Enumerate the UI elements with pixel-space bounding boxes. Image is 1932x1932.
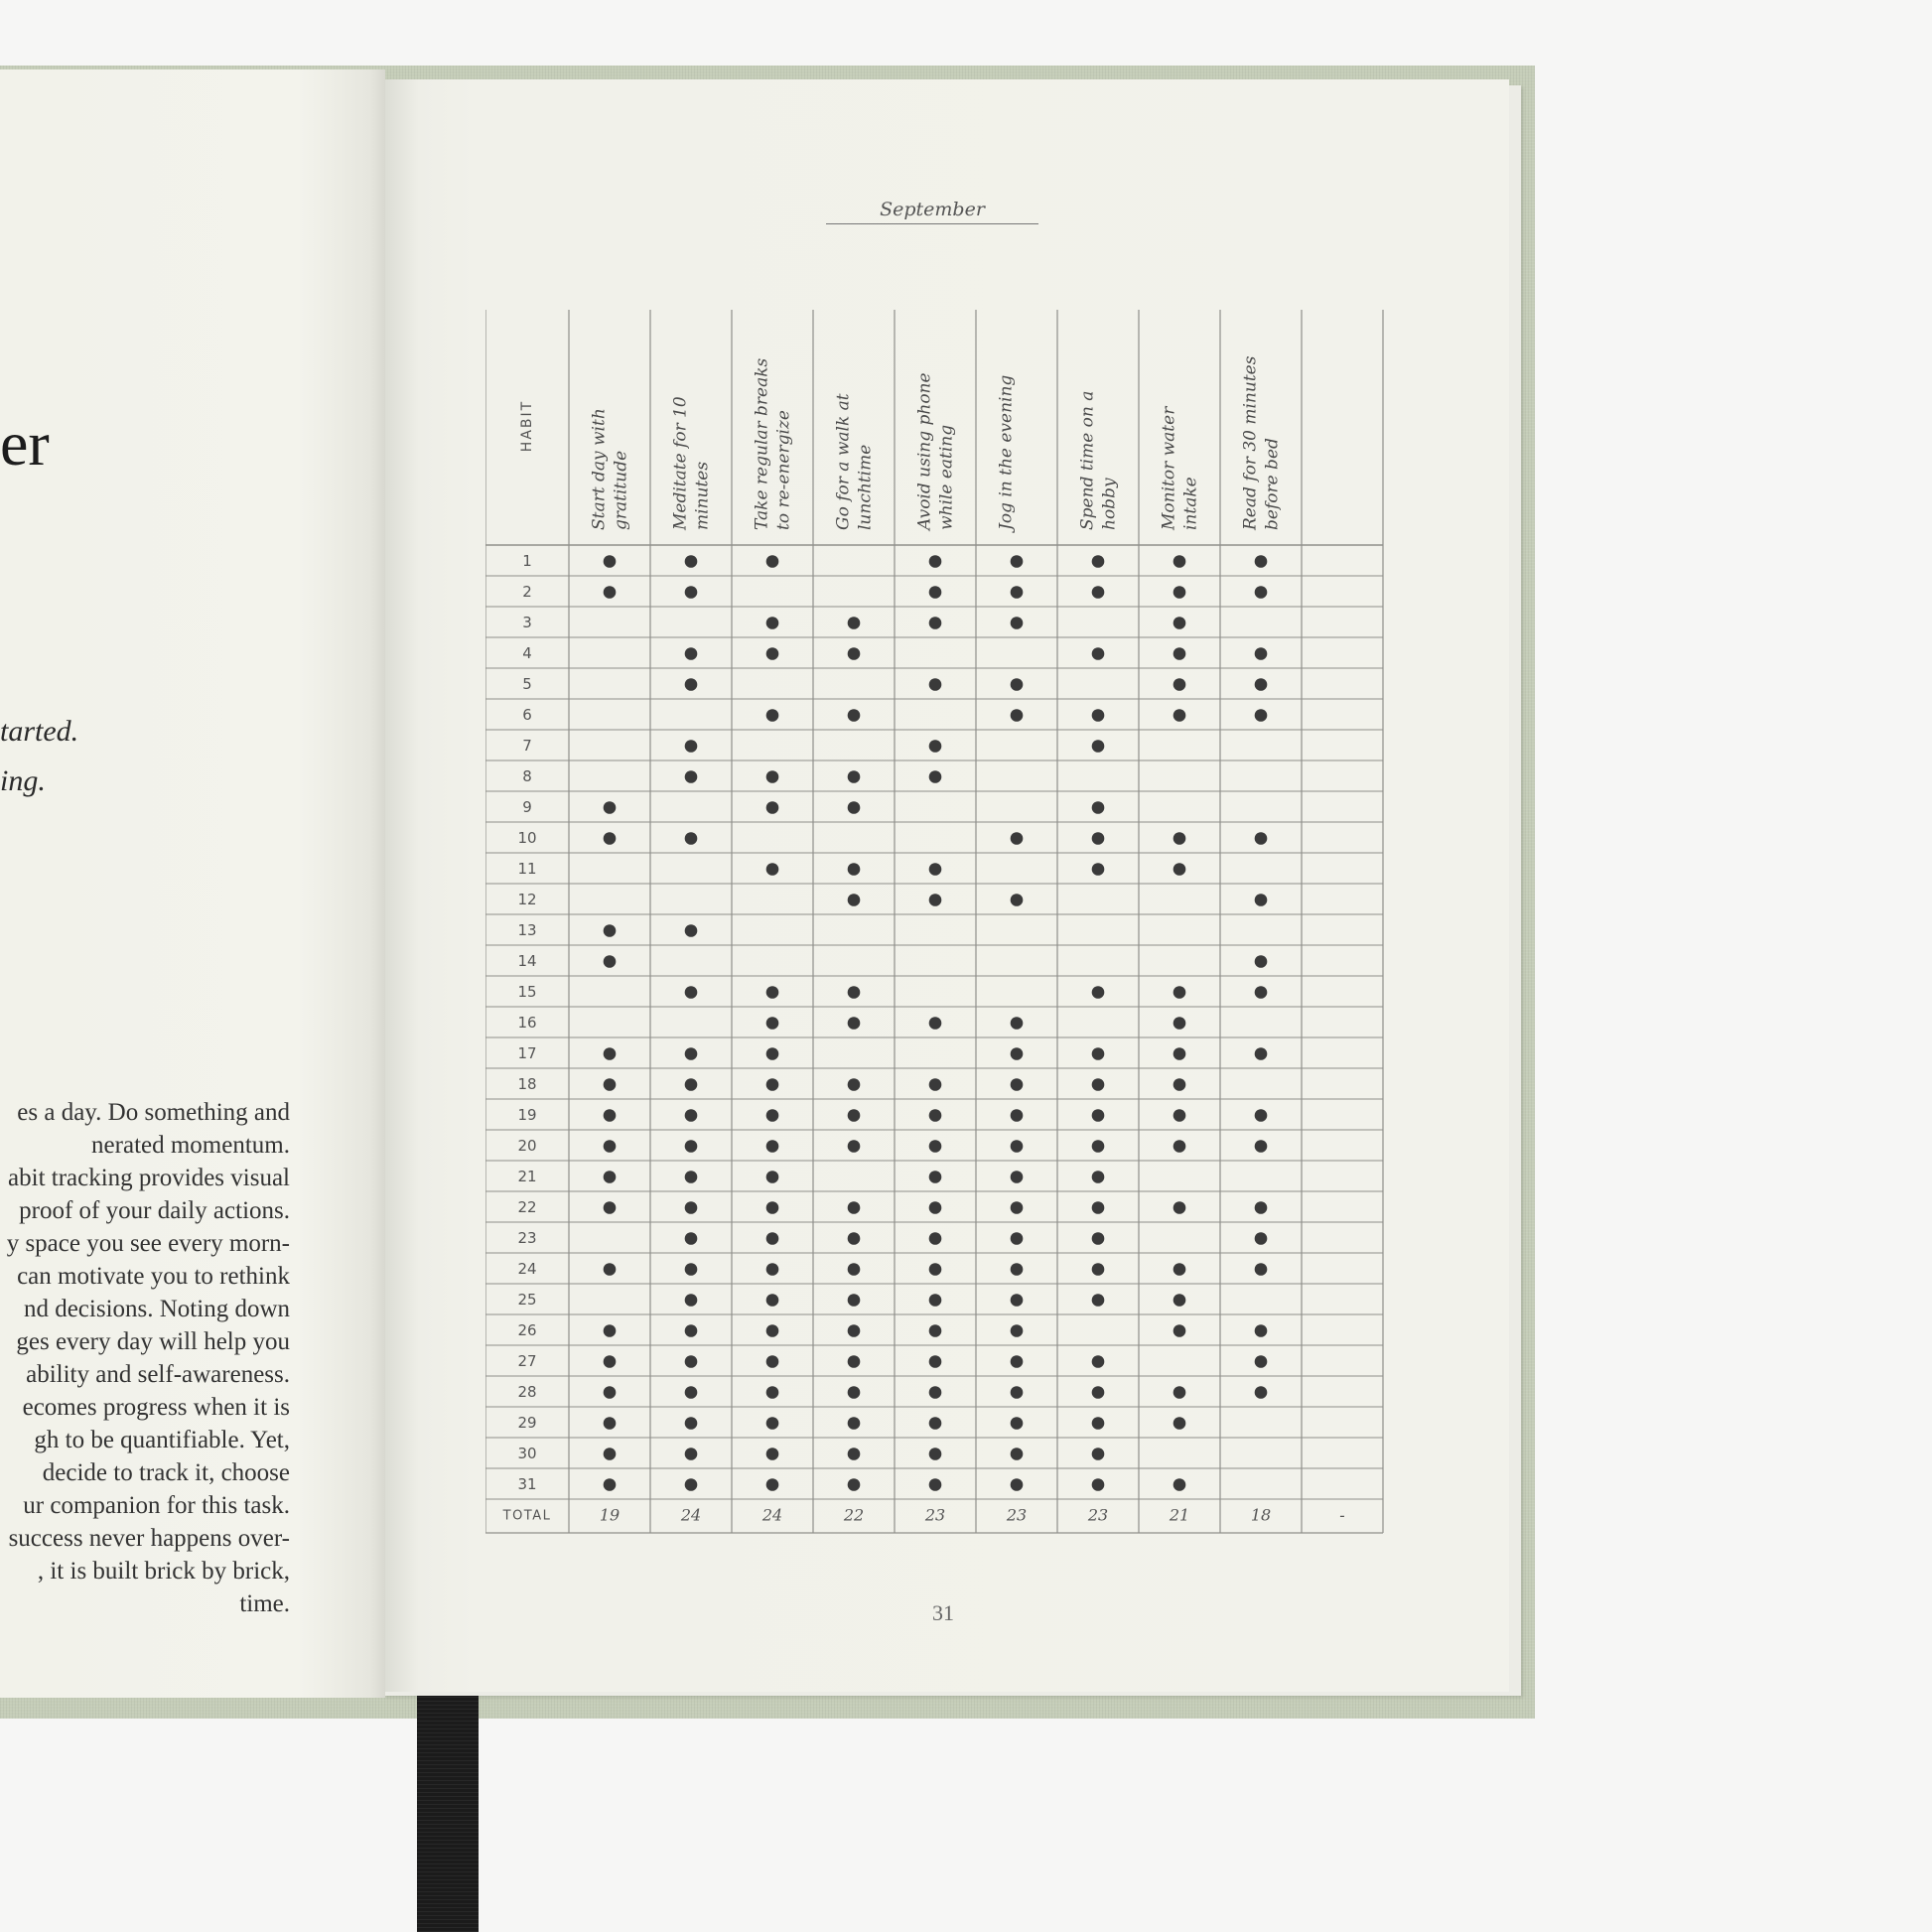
habit-check-dot bbox=[1173, 617, 1186, 629]
habit-check-dot bbox=[1011, 1047, 1024, 1060]
habit-check-dot bbox=[685, 1078, 698, 1091]
habit-check-dot bbox=[1255, 709, 1268, 722]
body-line: gh to be quantifiable. Yet, bbox=[34, 1427, 290, 1453]
habit-check-dot bbox=[766, 1324, 779, 1337]
day-number: 11 bbox=[517, 860, 537, 878]
habit-check-dot bbox=[929, 740, 942, 753]
habit-check-dot bbox=[766, 1478, 779, 1491]
habit-check-dot bbox=[766, 1109, 779, 1122]
day-number: 4 bbox=[522, 644, 532, 662]
habit-check-dot bbox=[1092, 1171, 1105, 1183]
habit-check-dot bbox=[685, 1417, 698, 1430]
italic-line: tarted. bbox=[0, 715, 79, 748]
habit-check-dot bbox=[1173, 1263, 1186, 1276]
habit-check-dot bbox=[766, 1417, 779, 1430]
body-line: nd decisions. Noting down bbox=[23, 1296, 290, 1322]
day-number: 23 bbox=[517, 1229, 537, 1247]
habit-check-dot bbox=[1011, 1448, 1024, 1460]
habit-name-line: Avoid using phone bbox=[914, 372, 935, 530]
habit-check-dot bbox=[929, 1417, 942, 1430]
habit-check-dot bbox=[1092, 1386, 1105, 1399]
habit-check-dot bbox=[685, 1140, 698, 1153]
habit-check-dot bbox=[929, 586, 942, 599]
habit-check-dot bbox=[1011, 1232, 1024, 1245]
habit-check-dot bbox=[1011, 1386, 1024, 1399]
day-number: 13 bbox=[517, 921, 537, 939]
habit-check-dot bbox=[604, 1171, 617, 1183]
habit-check-dot bbox=[766, 1201, 779, 1214]
habit-check-dot bbox=[929, 1017, 942, 1030]
habit-check-dot bbox=[685, 1109, 698, 1122]
habit-check-dot bbox=[1011, 709, 1024, 722]
habit-check-dot bbox=[604, 586, 617, 599]
habit-check-dot bbox=[1092, 709, 1105, 722]
day-number: 16 bbox=[517, 1014, 537, 1032]
left-page bbox=[0, 69, 385, 1698]
habit-check-dot bbox=[604, 1109, 617, 1122]
habit-check-dot bbox=[848, 709, 861, 722]
total-value: 24 bbox=[761, 1505, 783, 1525]
habit-check-dot bbox=[685, 1478, 698, 1491]
total-value: 18 bbox=[1250, 1505, 1272, 1525]
habit-check-dot bbox=[848, 1263, 861, 1276]
day-number: 27 bbox=[517, 1352, 537, 1370]
total-label: TOTAL bbox=[502, 1508, 552, 1524]
habit-name-line: Jog in the evening bbox=[996, 374, 1017, 530]
habit-tracker-table bbox=[485, 302, 1395, 1543]
body-line: success never happens over- bbox=[8, 1525, 290, 1552]
habit-check-dot bbox=[848, 894, 861, 906]
habit-check-dot bbox=[1092, 1140, 1105, 1153]
habit-check-dot bbox=[848, 1294, 861, 1307]
day-number: 15 bbox=[517, 983, 537, 1001]
habit-check-dot bbox=[848, 1109, 861, 1122]
habit-check-dot bbox=[929, 1355, 942, 1368]
habit-check-dot bbox=[766, 1386, 779, 1399]
habit-check-dot bbox=[848, 1232, 861, 1245]
habit-check-dot bbox=[766, 617, 779, 629]
habit-check-dot bbox=[685, 678, 698, 691]
habit-check-dot bbox=[1092, 1232, 1105, 1245]
habit-check-dot bbox=[848, 1386, 861, 1399]
day-number: 28 bbox=[517, 1383, 537, 1401]
habit-check-dot bbox=[929, 1201, 942, 1214]
habit-check-dot bbox=[1255, 1201, 1268, 1214]
day-number: 19 bbox=[517, 1106, 537, 1124]
habit-check-dot bbox=[685, 555, 698, 568]
body-line: proof of your daily actions. bbox=[19, 1197, 290, 1224]
habit-check-dot bbox=[848, 647, 861, 660]
habit-check-dot bbox=[766, 647, 779, 660]
habit-name-line: Monitor water bbox=[1159, 406, 1179, 530]
habit-check-dot bbox=[1173, 1417, 1186, 1430]
habit-check-dot bbox=[1255, 955, 1268, 968]
total-value: 23 bbox=[1006, 1505, 1028, 1525]
habit-check-dot bbox=[1255, 555, 1268, 568]
habit-check-dot bbox=[685, 1171, 698, 1183]
total-value: 23 bbox=[924, 1505, 946, 1525]
chapter-heading: er bbox=[0, 408, 50, 479]
habit-check-dot bbox=[1092, 555, 1105, 568]
habit-check-dot bbox=[685, 586, 698, 599]
habit-check-dot bbox=[685, 1047, 698, 1060]
habit-check-dot bbox=[1011, 894, 1024, 906]
habit-check-dot bbox=[1173, 678, 1186, 691]
habit-check-dot bbox=[1011, 1171, 1024, 1183]
habit-check-dot bbox=[1011, 1201, 1024, 1214]
habit-check-dot bbox=[766, 1232, 779, 1245]
habit-check-dot bbox=[1092, 1109, 1105, 1122]
habit-check-dot bbox=[1173, 986, 1186, 999]
habit-name-line: Start day with bbox=[589, 408, 610, 530]
habit-check-dot bbox=[766, 1355, 779, 1368]
habit-check-dot bbox=[685, 1294, 698, 1307]
habit-check-dot bbox=[929, 555, 942, 568]
habit-check-dot bbox=[1092, 740, 1105, 753]
habit-check-dot bbox=[1173, 647, 1186, 660]
habit-check-dot bbox=[848, 617, 861, 629]
habit-check-dot bbox=[766, 986, 779, 999]
day-number: 8 bbox=[522, 767, 532, 785]
body-line: es a day. Do something and bbox=[17, 1099, 290, 1126]
habit-check-dot bbox=[604, 1263, 617, 1276]
habit-check-dot bbox=[848, 801, 861, 814]
day-number: 18 bbox=[517, 1075, 537, 1093]
total-value: 19 bbox=[599, 1505, 621, 1525]
habit-header-label: HABIT bbox=[519, 399, 535, 453]
body-line: time. bbox=[239, 1590, 290, 1617]
habit-check-dot bbox=[604, 832, 617, 845]
day-number: 3 bbox=[522, 614, 532, 631]
day-number: 31 bbox=[517, 1475, 537, 1493]
habit-check-dot bbox=[1255, 1386, 1268, 1399]
habit-check-dot bbox=[1092, 1047, 1105, 1060]
habit-check-dot bbox=[848, 1478, 861, 1491]
habit-name-line: Meditate for 10 bbox=[670, 396, 691, 530]
habit-check-dot bbox=[766, 555, 779, 568]
habit-check-dot bbox=[685, 1324, 698, 1337]
habit-check-dot bbox=[848, 1017, 861, 1030]
habit-check-dot bbox=[1255, 1355, 1268, 1368]
bookmark-ribbon bbox=[417, 1688, 479, 1932]
habit-check-dot bbox=[604, 555, 617, 568]
habit-check-dot bbox=[848, 1417, 861, 1430]
italic-line: ing. bbox=[0, 764, 46, 797]
day-number: 2 bbox=[522, 583, 532, 601]
habit-check-dot bbox=[1092, 647, 1105, 660]
habit-check-dot bbox=[1173, 1109, 1186, 1122]
body-line: ability and self-awareness. bbox=[26, 1361, 290, 1388]
habit-check-dot bbox=[1092, 586, 1105, 599]
habit-check-dot bbox=[929, 1232, 942, 1245]
habit-check-dot bbox=[1173, 1047, 1186, 1060]
habit-check-dot bbox=[1011, 1263, 1024, 1276]
day-number: 7 bbox=[522, 737, 532, 755]
habit-check-dot bbox=[1092, 1294, 1105, 1307]
body-line: , it is built brick by brick, bbox=[37, 1558, 290, 1585]
total-value: 23 bbox=[1087, 1505, 1109, 1525]
body-line: ur companion for this task. bbox=[23, 1492, 290, 1519]
habit-name-line: gratitude bbox=[611, 450, 631, 530]
habit-check-dot bbox=[604, 1386, 617, 1399]
habit-check-dot bbox=[1173, 863, 1186, 876]
habit-check-dot bbox=[929, 1171, 942, 1183]
habit-check-dot bbox=[604, 801, 617, 814]
habit-check-dot bbox=[1011, 617, 1024, 629]
habit-check-dot bbox=[1011, 586, 1024, 599]
habit-check-dot bbox=[848, 1140, 861, 1153]
habit-check-dot bbox=[766, 1140, 779, 1153]
habit-check-dot bbox=[1173, 1201, 1186, 1214]
habit-check-dot bbox=[685, 986, 698, 999]
day-number: 5 bbox=[522, 675, 532, 693]
habit-check-dot bbox=[766, 801, 779, 814]
habit-check-dot bbox=[685, 647, 698, 660]
habit-check-dot bbox=[929, 894, 942, 906]
day-number: 25 bbox=[517, 1291, 537, 1309]
habit-check-dot bbox=[766, 1263, 779, 1276]
total-value: 21 bbox=[1169, 1505, 1190, 1525]
habit-check-dot bbox=[685, 1448, 698, 1460]
habit-check-dot bbox=[929, 1448, 942, 1460]
habit-check-dot bbox=[685, 832, 698, 845]
habit-check-dot bbox=[1255, 647, 1268, 660]
habit-check-dot bbox=[1173, 586, 1186, 599]
habit-check-dot bbox=[1092, 1478, 1105, 1491]
habit-name-line: before bed bbox=[1262, 438, 1283, 530]
habit-check-dot bbox=[848, 1201, 861, 1214]
habit-check-dot bbox=[1255, 1140, 1268, 1153]
body-line: can motivate you to rethink bbox=[17, 1263, 290, 1290]
day-number: 26 bbox=[517, 1321, 537, 1339]
habit-check-dot bbox=[1011, 1078, 1024, 1091]
habit-check-dot bbox=[766, 770, 779, 783]
habit-check-dot bbox=[848, 1355, 861, 1368]
habit-check-dot bbox=[1173, 1017, 1186, 1030]
habit-check-dot bbox=[1255, 1109, 1268, 1122]
habit-check-dot bbox=[1011, 1324, 1024, 1337]
habit-check-dot bbox=[1011, 1109, 1024, 1122]
habit-check-dot bbox=[1092, 1448, 1105, 1460]
habit-check-dot bbox=[1092, 986, 1105, 999]
habit-name-line: Go for a walk at bbox=[833, 393, 854, 530]
habit-name-line: Take regular breaks bbox=[752, 357, 772, 530]
habit-check-dot bbox=[1173, 1324, 1186, 1337]
habit-check-dot bbox=[929, 770, 942, 783]
habit-check-dot bbox=[929, 1263, 942, 1276]
habit-name-line: minutes bbox=[692, 461, 713, 530]
body-line: ges every day will help you bbox=[16, 1328, 290, 1355]
habit-check-dot bbox=[1011, 1294, 1024, 1307]
habit-name-line: Spend time on a bbox=[1077, 390, 1098, 530]
habit-check-dot bbox=[1173, 1478, 1186, 1491]
total-value: - bbox=[1339, 1505, 1345, 1525]
habit-check-dot bbox=[1092, 1263, 1105, 1276]
habit-check-dot bbox=[1092, 1355, 1105, 1368]
habit-check-dot bbox=[929, 1078, 942, 1091]
month-title: September bbox=[826, 199, 1038, 224]
habit-check-dot bbox=[1092, 863, 1105, 876]
habit-name-line: Read for 30 minutes bbox=[1240, 355, 1261, 530]
day-number: 22 bbox=[517, 1198, 537, 1216]
habit-check-dot bbox=[1173, 832, 1186, 845]
habit-name-line: hobby bbox=[1099, 478, 1120, 530]
habit-check-dot bbox=[604, 924, 617, 937]
habit-check-dot bbox=[929, 1478, 942, 1491]
habit-check-dot bbox=[929, 678, 942, 691]
habit-check-dot bbox=[1173, 1386, 1186, 1399]
habit-check-dot bbox=[848, 1078, 861, 1091]
habit-check-dot bbox=[604, 955, 617, 968]
day-number: 12 bbox=[517, 891, 537, 908]
habit-check-dot bbox=[1173, 1294, 1186, 1307]
habit-check-dot bbox=[766, 1294, 779, 1307]
habit-check-dot bbox=[604, 1201, 617, 1214]
habit-check-dot bbox=[1011, 678, 1024, 691]
total-value: 22 bbox=[843, 1505, 865, 1525]
day-number: 6 bbox=[522, 706, 532, 724]
habit-check-dot bbox=[1011, 1140, 1024, 1153]
habit-check-dot bbox=[1011, 1355, 1024, 1368]
habit-check-dot bbox=[1173, 709, 1186, 722]
habit-check-dot bbox=[1255, 1047, 1268, 1060]
habit-check-dot bbox=[1255, 832, 1268, 845]
habit-check-dot bbox=[1011, 1478, 1024, 1491]
habit-check-dot bbox=[1011, 832, 1024, 845]
habit-check-dot bbox=[1092, 1078, 1105, 1091]
habit-check-dot bbox=[848, 1448, 861, 1460]
body-text bbox=[0, 1096, 290, 1620]
habit-check-dot bbox=[1255, 986, 1268, 999]
habit-check-dot bbox=[604, 1448, 617, 1460]
habit-check-dot bbox=[685, 1263, 698, 1276]
habit-check-dot bbox=[685, 1386, 698, 1399]
habit-check-dot bbox=[929, 1140, 942, 1153]
habit-check-dot bbox=[685, 1201, 698, 1214]
habit-name-line: to re-energize bbox=[773, 410, 794, 530]
day-number: 10 bbox=[517, 829, 537, 847]
habit-check-dot bbox=[685, 1355, 698, 1368]
habit-check-dot bbox=[766, 709, 779, 722]
habit-check-dot bbox=[1011, 555, 1024, 568]
body-line: abit tracking provides visual bbox=[8, 1165, 290, 1191]
habit-check-dot bbox=[848, 986, 861, 999]
habit-check-dot bbox=[685, 924, 698, 937]
habit-check-dot bbox=[848, 770, 861, 783]
habit-check-dot bbox=[766, 863, 779, 876]
habit-check-dot bbox=[604, 1324, 617, 1337]
day-number: 9 bbox=[522, 798, 532, 816]
habit-check-dot bbox=[766, 1047, 779, 1060]
habit-check-dot bbox=[1255, 1324, 1268, 1337]
habit-check-dot bbox=[1092, 1201, 1105, 1214]
habit-check-dot bbox=[604, 1355, 617, 1368]
habit-check-dot bbox=[604, 1078, 617, 1091]
day-number: 1 bbox=[522, 552, 532, 570]
day-number: 17 bbox=[517, 1044, 537, 1062]
habit-check-dot bbox=[1011, 1017, 1024, 1030]
habit-check-dot bbox=[604, 1417, 617, 1430]
day-number: 24 bbox=[517, 1260, 537, 1278]
habit-check-dot bbox=[685, 1232, 698, 1245]
habit-check-dot bbox=[766, 1078, 779, 1091]
habit-check-dot bbox=[1173, 555, 1186, 568]
body-line: decide to track it, choose bbox=[42, 1459, 290, 1486]
habit-check-dot bbox=[1255, 1232, 1268, 1245]
habit-check-dot bbox=[1255, 1263, 1268, 1276]
habit-name-line: intake bbox=[1180, 477, 1201, 530]
habit-check-dot bbox=[1173, 1078, 1186, 1091]
habit-check-dot bbox=[604, 1047, 617, 1060]
habit-check-dot bbox=[848, 863, 861, 876]
habit-check-dot bbox=[1255, 678, 1268, 691]
day-number: 14 bbox=[517, 952, 537, 970]
habit-check-dot bbox=[848, 1324, 861, 1337]
habit-check-dot bbox=[604, 1478, 617, 1491]
habit-name-line: lunchtime bbox=[855, 444, 876, 530]
habit-check-dot bbox=[1092, 1417, 1105, 1430]
body-line: ecomes progress when it is bbox=[22, 1394, 290, 1421]
page-number: 31 bbox=[932, 1600, 954, 1625]
body-line: nerated momentum. bbox=[91, 1132, 290, 1159]
body-line: y space you see every morn- bbox=[6, 1230, 290, 1257]
habit-check-dot bbox=[766, 1171, 779, 1183]
habit-check-dot bbox=[929, 617, 942, 629]
day-number: 30 bbox=[517, 1445, 537, 1462]
day-number: 29 bbox=[517, 1414, 537, 1432]
habit-name-line: while eating bbox=[936, 424, 957, 530]
habit-check-dot bbox=[929, 1386, 942, 1399]
habit-check-dot bbox=[766, 1017, 779, 1030]
habit-check-dot bbox=[929, 1109, 942, 1122]
habit-check-dot bbox=[929, 1294, 942, 1307]
habit-check-dot bbox=[1255, 586, 1268, 599]
habit-check-dot bbox=[929, 1324, 942, 1337]
habit-check-dot bbox=[1255, 894, 1268, 906]
habit-check-dot bbox=[604, 1140, 617, 1153]
day-number: 20 bbox=[517, 1137, 537, 1155]
habit-check-dot bbox=[685, 770, 698, 783]
total-value: 24 bbox=[680, 1505, 702, 1525]
habit-check-dot bbox=[685, 740, 698, 753]
habit-check-dot bbox=[1011, 1417, 1024, 1430]
habit-check-dot bbox=[1173, 1140, 1186, 1153]
habit-check-dot bbox=[1092, 832, 1105, 845]
habit-check-dot bbox=[1092, 801, 1105, 814]
habit-check-dot bbox=[929, 863, 942, 876]
habit-check-dot bbox=[766, 1448, 779, 1460]
day-number: 21 bbox=[517, 1168, 537, 1185]
